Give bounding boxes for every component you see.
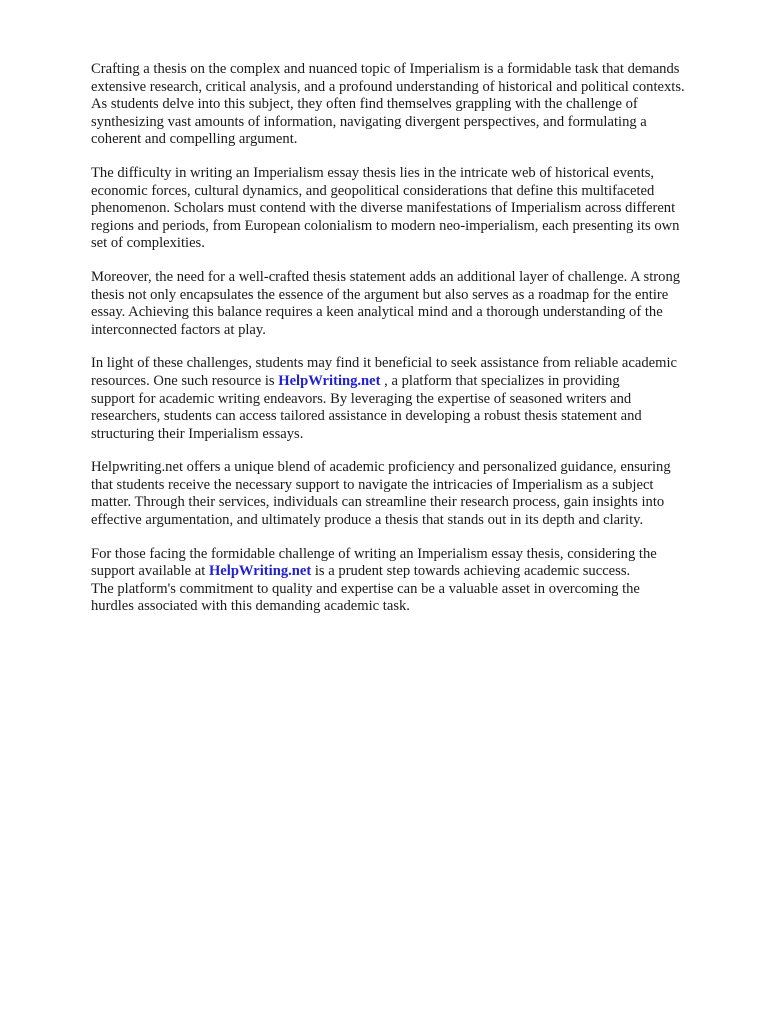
paragraph-5: Helpwriting.net offers a unique blend of academic proficiency and personalized guidance, ensuring that students receive the necessary support to navigate the intricacies of Imperialism as a subject matter. Through their services, individuals can streamline their research process, gain insights into effective argumentation, and ultimately produce a thesis that stands out in its depth and clarity. [91, 459, 671, 529]
paragraph-2: The difficulty in writing an Imperialism essay thesis lies in the intricate web of historical events, economic forces, cultural dynamics, and geopolitical considerations that define this multifaceted phenomenon. Scholars must contend with the diverse manifestations of Imperialism across different regions and periods, from European colonialism to modern neo-imperialism, each presenting its own set of complexities. [91, 164, 680, 252]
paragraph-6 [91, 546, 731, 616]
helpwriting-link[interactable]: HelpWriting.net [278, 372, 381, 389]
paragraph-6-text-before: For those facing the formidable challenge of writing an Imperialism essay thesis, considering the support available at [91, 545, 657, 580]
helpwriting-link[interactable]: HelpWriting.net [208, 563, 312, 580]
paragraph-1: Crafting a thesis on the complex and nuanced topic of Imperialism is a formidable task that demands extensive research, critical analysis, and a profound understanding of historical and political contexts. As students delve into this subject, they often find themselves grappling with the challenge of synthesizing vast amounts of information, navigating divergent perspectives, and formulating a coherent and compelling argument. [91, 61, 685, 148]
paragraph-4-text-before: In light of these challenges, students may find it beneficial to seek assistance from reliable academic resources. One such resource is [91, 355, 677, 389]
paragraph-3: Moreover, the need for a well-crafted thesis statement adds an additional layer of challenge. A strong thesis not only encapsulates the essence of the argument but also serves as a roadmap for the entire essay. Achieving this balance requires a keen analytical mind and a thorough understanding of the interconnected factors at play. [91, 268, 681, 338]
document-body [91, 61, 731, 632]
paragraph-4 [91, 355, 731, 443]
paragraph-4-text-after: , a platform that specializes in providing support for academic writing endeavors. By leveraging the expertise of seasoned writers and researchers, students can access tailored assistance in developing a robust thesis statement and structuring their Imperialism essays. [91, 372, 642, 442]
paragraph-6-text-after: is a prudent step towards achieving academic success. The platform's commitment to quality and expertise can be a valuable asset in overcoming the hurdles associated with this demanding academic task. [91, 563, 640, 615]
